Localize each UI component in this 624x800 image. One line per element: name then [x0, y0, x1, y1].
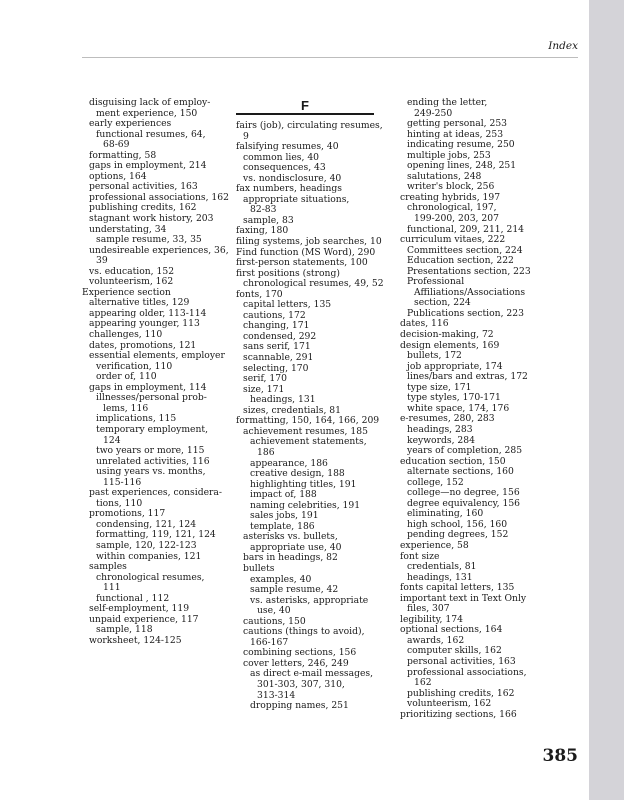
- index-entry: gaps in employment, 114: [89, 381, 207, 393]
- index-entry: decision-making, 72: [400, 329, 494, 341]
- index-entry: two years or more, 115: [96, 445, 205, 457]
- index-entry: appropriate situations,: [243, 193, 350, 205]
- index-entry: dates, 116: [400, 318, 449, 330]
- index-entry: eliminating, 160: [407, 508, 484, 520]
- index-entry: chronological, 197,: [407, 202, 497, 214]
- index-entry: fonts, 170: [236, 288, 283, 300]
- index-entry: unpaid experience, 117: [89, 613, 199, 625]
- index-entry: years of completion, 285: [407, 445, 523, 457]
- index-entry: hinting at ideas, 253: [407, 128, 504, 140]
- index-entry: undesireable experiences, 36,: [89, 244, 229, 256]
- index-entry: Committees section, 224: [407, 244, 523, 256]
- index-entry: creating hybrids, 197: [400, 191, 501, 203]
- index-entry: 313-314: [257, 689, 296, 701]
- index-entry: keywords, 284: [407, 434, 475, 446]
- index-entry: fonts capital letters, 135: [400, 582, 515, 594]
- index-entry: Experience section: [82, 286, 171, 298]
- index-entry: template, 186: [250, 520, 315, 532]
- index-entry: as direct e-mail messages,: [250, 668, 374, 680]
- index-entry: filing systems, job searches, 10: [236, 236, 382, 248]
- header-rule: [82, 57, 578, 58]
- index-entry: Presentations section, 223: [407, 265, 531, 277]
- index-entry: selecting, 170: [243, 362, 309, 374]
- index-column-2: [236, 98, 391, 712]
- index-entry: understating, 34: [89, 223, 167, 235]
- index-entry: sample, 118: [96, 624, 153, 636]
- index-entry: important text in Text Only: [400, 592, 527, 604]
- index-entry: cover letters, 246, 249: [243, 657, 349, 669]
- index-entry: chronological resumes, 49, 52: [243, 278, 384, 290]
- index-entry: changing, 171: [243, 320, 310, 332]
- index-entry: illnesses/personal prob-: [96, 392, 207, 404]
- index-entry: cautions (things to avoid),: [243, 626, 365, 638]
- index-column-2-entries: [236, 121, 391, 712]
- index-entry: alternate sections, 160: [407, 466, 514, 478]
- index-entry: functional, 209, 211, 214: [407, 223, 525, 235]
- index-entry: computer skills, 162: [407, 645, 502, 657]
- index-entry: lems, 116: [103, 402, 149, 414]
- index-entry: 111: [103, 582, 121, 594]
- index-entry: sample, 120, 122-123: [96, 539, 197, 551]
- index-entry: 186: [257, 446, 275, 458]
- index-entry: college—no degree, 156: [407, 487, 520, 499]
- index-entry: Education section, 222: [407, 255, 514, 267]
- index-entry: curriculum vitaes, 222: [400, 234, 506, 246]
- index-entry: sizes, credentials, 81: [243, 404, 341, 416]
- index-entry: Affiliations/Associations: [414, 286, 526, 298]
- index-entry: gaps in employment, 214: [89, 160, 207, 172]
- index-entry: 39: [96, 255, 108, 267]
- index-entry: use, 40: [257, 605, 291, 617]
- index-entry: tions, 110: [96, 497, 143, 509]
- index-entry: verification, 110: [96, 360, 173, 372]
- index-entry: Professional: [407, 276, 465, 288]
- index-entry: personal activities, 163: [89, 181, 198, 193]
- index-entry: achievement resumes, 185: [243, 425, 368, 437]
- index-entry: common lies, 40: [243, 151, 320, 163]
- index-entry: files, 307: [407, 603, 450, 615]
- index-entry: white space, 174, 176: [407, 402, 510, 414]
- index-column-3: [400, 98, 555, 720]
- index-entry: job appropriate, 174: [407, 360, 503, 372]
- index-entry: 9: [243, 130, 249, 142]
- index-entry: sales jobs, 191: [250, 510, 319, 522]
- index-entry: dates, promotions, 121: [89, 339, 197, 351]
- index-entry: impact of, 188: [250, 489, 317, 501]
- index-entry: Publications section, 223: [407, 307, 524, 319]
- chapter-thumb-tab: [589, 0, 624, 800]
- index-entry: promotions, 117: [89, 508, 166, 520]
- index-entry: naming celebrities, 191: [250, 499, 361, 511]
- index-entry: publishing credits, 162: [407, 687, 515, 699]
- index-entry: early experiences: [89, 118, 172, 130]
- index-entry: degree equivalency, 156: [407, 497, 521, 509]
- index-entry: self-employment, 119: [89, 603, 190, 615]
- page-number: 385: [542, 746, 578, 766]
- index-entry: vs. education, 152: [89, 265, 175, 277]
- index-entry: 124: [103, 434, 121, 446]
- index-entry: formatting, 58: [89, 149, 157, 161]
- index-entry: sans serif, 171: [243, 341, 311, 353]
- index-entry: headings, 283: [407, 423, 473, 435]
- index-entry: using years vs. months,: [96, 466, 206, 478]
- index-entry: multiple jobs, 253: [407, 149, 491, 161]
- index-entry: sample resume, 33, 35: [96, 234, 202, 246]
- index-entry: first positions (strong): [236, 267, 340, 279]
- index-entry: 68-69: [103, 139, 130, 151]
- index-entry: experience, 58: [400, 539, 469, 551]
- index-entry: chronological resumes,: [96, 571, 205, 583]
- index-entry: 115-116: [103, 476, 142, 488]
- index-entry: headings, 131: [407, 571, 473, 583]
- index-entry: bullets, 172: [407, 350, 462, 362]
- index-entry: font size: [400, 550, 440, 562]
- index-entry: functional resumes, 64,: [96, 128, 206, 140]
- index-entry: essential elements, employer: [89, 350, 225, 362]
- index-entry: faxing, 180: [236, 225, 289, 237]
- index-entry: dropping names, 251: [250, 700, 349, 712]
- index-entry: sample resume, 42: [250, 584, 339, 596]
- index-entry: 166-167: [250, 636, 289, 648]
- index-entry: vs. nondisclosure, 40: [243, 172, 342, 184]
- index-entry: functional , 112: [96, 592, 170, 604]
- index-entry: bullets: [243, 562, 275, 574]
- index-column-1: [82, 98, 237, 646]
- index-entry: professional associations, 162: [89, 191, 229, 203]
- index-entry: condensing, 121, 124: [96, 518, 197, 530]
- index-entry: 301-303, 307, 310,: [257, 678, 345, 690]
- index-entry: appearing older, 113-114: [89, 307, 207, 319]
- index-entry: prioritizing sections, 166: [400, 708, 517, 720]
- index-entry: e-resumes, 280, 283: [400, 413, 495, 425]
- running-head: Index: [548, 40, 578, 52]
- index-entry: getting personal, 253: [407, 118, 508, 130]
- index-entry: opening lines, 248, 251: [407, 160, 517, 172]
- index-entry: cautions, 150: [243, 615, 306, 627]
- index-entry: cautions, 172: [243, 309, 306, 321]
- index-entry: sample, 83: [243, 214, 294, 226]
- index-entry: achievement statements,: [250, 436, 367, 448]
- index-entry: type size, 171: [407, 381, 472, 393]
- section-rule: [236, 113, 374, 115]
- index-entry: fairs (job), circulating resumes,: [236, 120, 383, 131]
- index-entry: combining sections, 156: [243, 647, 357, 659]
- index-entry: falsifying resumes, 40: [236, 141, 339, 153]
- index-entry: highlighting titles, 191: [250, 478, 357, 490]
- index-entry: 162: [414, 677, 432, 689]
- index-entry: personal activities, 163: [407, 655, 516, 667]
- index-entry: 249-250: [414, 107, 453, 119]
- index-entry: appearance, 186: [250, 457, 328, 469]
- index-entry: appropriate use, 40: [250, 541, 342, 553]
- index-entry: ment experience, 150: [96, 107, 198, 119]
- index-entry: formatting, 150, 164, 166, 209: [236, 415, 380, 427]
- index-entry: serif, 170: [243, 373, 287, 385]
- index-entry: credentials, 81: [407, 561, 477, 573]
- index-entry: writer's block, 256: [407, 181, 495, 193]
- index-entry: stagnant work history, 203: [89, 213, 214, 225]
- index-entry: size, 171: [243, 383, 285, 395]
- index-entry: order of, 110: [96, 371, 157, 383]
- index-entry: optional sections, 164: [400, 624, 503, 636]
- index-entry: Find function (MS Word), 290: [236, 246, 376, 258]
- index-entry: volunteerism, 162: [89, 276, 174, 288]
- index-entry: unrelated activities, 116: [96, 455, 210, 467]
- index-entry: professional associations,: [407, 666, 527, 678]
- section-letter: F: [301, 98, 309, 113]
- index-entry: consequences, 43: [243, 162, 326, 174]
- index-entry: headings, 131: [250, 394, 316, 406]
- index-entry: first-person statements, 100: [236, 257, 368, 269]
- index-entry: challenges, 110: [89, 329, 163, 341]
- index-entry: bars in headings, 82: [243, 552, 338, 564]
- index-entry: options, 164: [89, 170, 147, 182]
- index-entry: salutations, 248: [407, 170, 482, 182]
- index-entry: design elements, 169: [400, 339, 500, 351]
- index-entry: temporary employment,: [96, 423, 208, 435]
- index-entry: volunteerism, 162: [407, 698, 492, 710]
- index-entry: creative design, 188: [250, 468, 345, 480]
- index-entry: scannable, 291: [243, 352, 314, 364]
- index-entry: condensed, 292: [243, 330, 317, 342]
- index-entry: section, 224: [414, 297, 471, 309]
- index-entry: past experiences, considera-: [89, 487, 222, 499]
- index-entry: asterisks vs. bullets,: [243, 531, 338, 543]
- index-entry: indicating resume, 250: [407, 139, 515, 151]
- index-entry: education section, 150: [400, 455, 506, 467]
- index-entry: within companies, 121: [96, 550, 202, 562]
- index-entry: legibility, 174: [400, 613, 463, 625]
- index-entry: 82-83: [250, 204, 277, 216]
- index-entry: ending the letter,: [407, 97, 488, 108]
- index-entry: 199-200, 203, 207: [414, 213, 499, 225]
- index-entry: high school, 156, 160: [407, 518, 508, 530]
- index-entry: examples, 40: [250, 573, 312, 585]
- index-entry: awards, 162: [407, 634, 465, 646]
- index-entry: type styles, 170-171: [407, 392, 501, 404]
- index-entry: formatting, 119, 121, 124: [96, 529, 216, 541]
- index-entry: alternative titles, 129: [89, 297, 190, 309]
- index-entry: worksheet, 124-125: [89, 634, 182, 646]
- index-entry: capital letters, 135: [243, 299, 332, 311]
- index-entry: lines/bars and extras, 172: [407, 371, 528, 383]
- index-entry: samples: [89, 561, 127, 573]
- index-entry: pending degrees, 152: [407, 529, 509, 541]
- index-entry: disguising lack of employ-: [89, 97, 211, 108]
- index-entry: publishing credits, 162: [89, 202, 197, 214]
- index-entry: appearing younger, 113: [89, 318, 200, 330]
- index-entry: implications, 115: [96, 413, 177, 425]
- index-entry: college, 152: [407, 476, 464, 488]
- index-entry: fax numbers, headings: [236, 183, 342, 195]
- index-entry: vs. asterisks, appropriate: [250, 594, 369, 606]
